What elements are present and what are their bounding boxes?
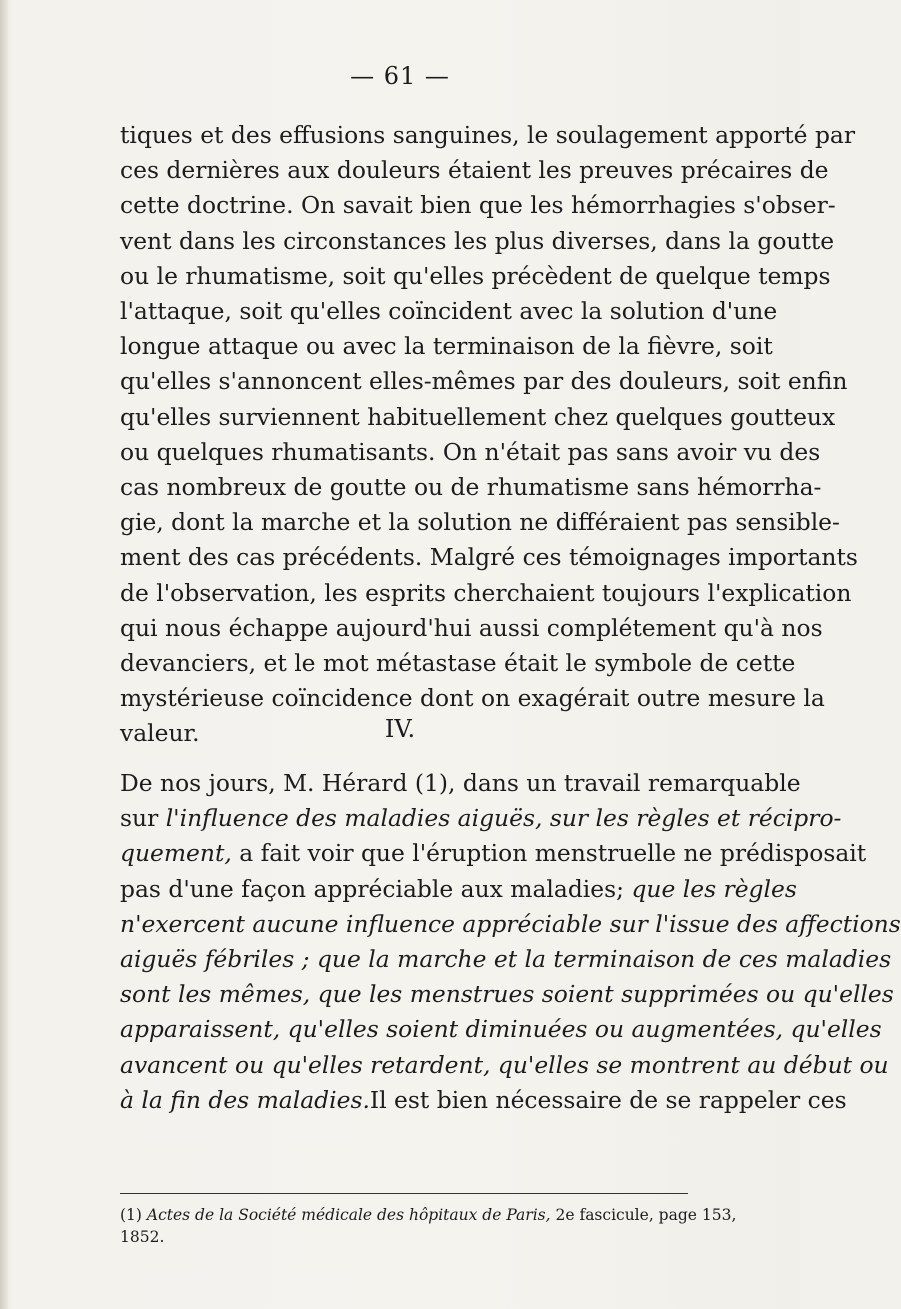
text-line: valeur. [120, 719, 200, 748]
text-line: aiguës fébriles ; que la marche et la terminaison de ces maladies [120, 945, 892, 974]
text-line: gie, dont la marche et la solution ne différaient pas sensible- [120, 508, 840, 537]
section-heading: IV. [384, 715, 416, 743]
footnote-divider [120, 1193, 688, 1194]
text-line: l'attaque, soit qu'elles coïncident avec la solution d'une [120, 297, 778, 326]
text-line: ou quelques rhumatisants. On n'était pas sans avoir vu des [120, 437, 821, 466]
text-line: qu'elles surviennent habituellement chez quelques goutteux [120, 402, 836, 431]
text-line: avancent ou qu'elles retardent, qu'elles se montrent au début ou [120, 1050, 889, 1079]
text-line: apparaissent, qu'elles soient diminuées ou augmentées, qu'elles [120, 1015, 882, 1044]
text-line: sur l'influence des maladies aiguës, sur les règles et récipro- [120, 804, 842, 833]
text-line: cette doctrine. On savait bien que les hémorrhagies s'obser- [120, 191, 836, 220]
text-line: mystérieuse coïncidence dont on exagérait outre mesure la [120, 684, 825, 713]
footnote [120, 1204, 737, 1248]
page-spine-shadow [0, 0, 8, 1309]
text-line: n'exercent aucune influence appréciable sur l'issue des affections [120, 909, 901, 938]
text-line: ment des cas précédents. Malgré ces témoignages importants [120, 543, 858, 572]
text-line: vent dans les circonstances les plus diverses, dans la goutte [120, 226, 835, 255]
text-line: devanciers, et le mot métastase était le symbole de cette [120, 649, 796, 678]
text-line: ou le rhumatisme, soit qu'elles précèdent de quelque temps [120, 261, 831, 290]
text-line: de l'observation, les esprits cherchaient toujours l'explication [120, 578, 852, 607]
text-line: tiques et des effusions sanguines, le soulagement apporté par [120, 121, 856, 149]
paragraph-1 [120, 118, 858, 752]
text-line: qu'elles s'annoncent elles-mêmes par des douleurs, soit enfin [120, 367, 848, 396]
paragraph-2 [120, 766, 901, 1118]
text-line: longue attaque ou avec la terminaison de la fièvre, soit [120, 332, 773, 361]
text-line: qui nous échappe aujourd'hui aussi complétement qu'à nos [120, 613, 823, 642]
text-line: ces dernières aux douleurs étaient les preuves précaires de [120, 156, 829, 185]
text-line: quement, a fait voir que l'éruption menstruelle ne prédisposait [120, 839, 867, 868]
text-line: à la fin des maladies.Il est bien nécessaire de se rappeler ces [120, 1085, 847, 1114]
text-line: cas nombreux de goutte ou de rhumatisme sans hémorrha- [120, 473, 822, 502]
footnote-line: 1852. [120, 1228, 165, 1246]
text-line: sont les mêmes, que les menstrues soient supprimées ou qu'elles [120, 980, 894, 1009]
page-number: — 61 — [350, 62, 450, 90]
text-line: De nos jours, M. Hérard (1), dans un travail remarquable [120, 769, 801, 797]
footnote-line: (1) Actes de la Société médicale des hôpitaux de Paris, 2e fascicule, page 153, [120, 1206, 737, 1224]
text-line: pas d'une façon appréciable aux maladies; que les règles [120, 874, 797, 903]
